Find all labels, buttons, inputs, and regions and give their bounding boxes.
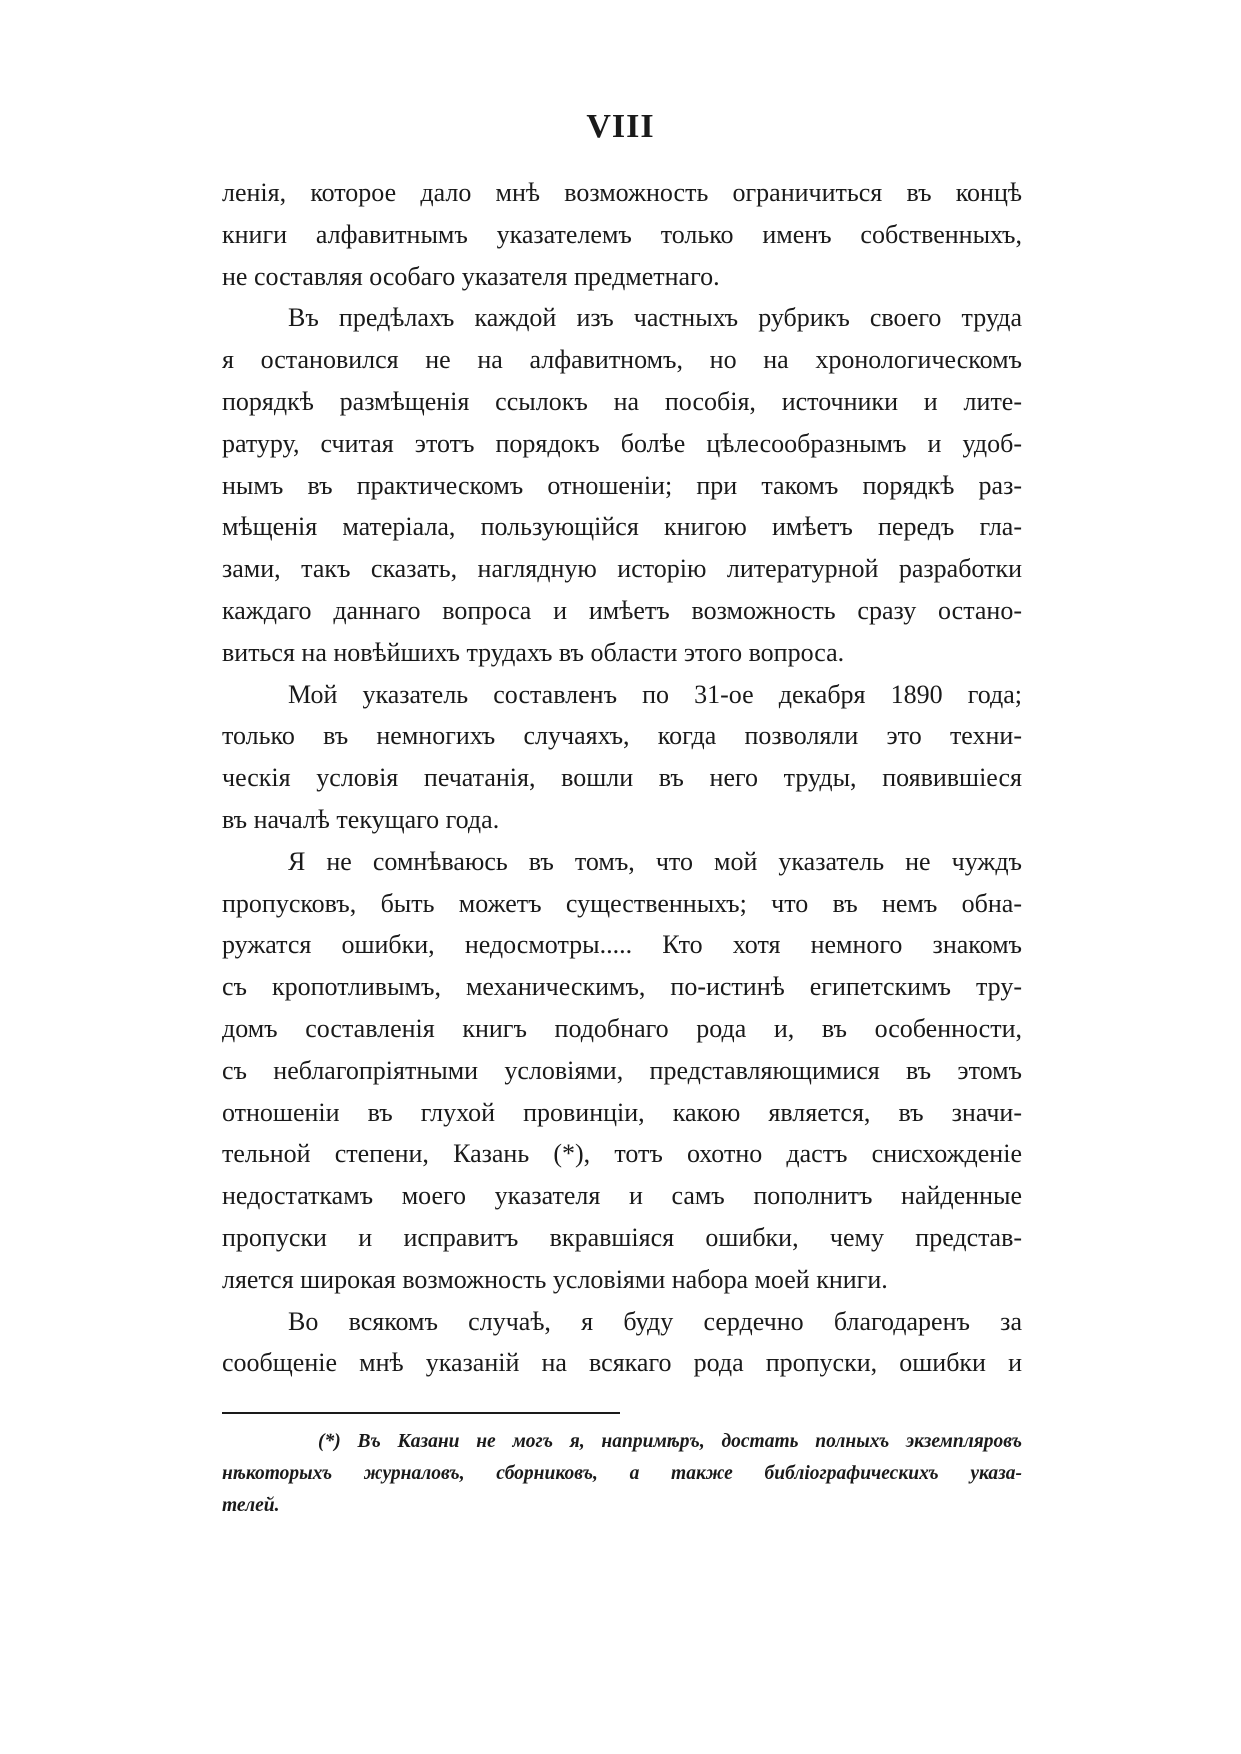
text-line: ружатся ошибки, недосмотры..... Кто хотя немного знакомъ <box>222 930 1022 960</box>
text-line: мѣщенія матеріала, пользующійся книгою имѣетъ передъ гла- <box>222 512 1022 542</box>
page-number: VIII <box>586 108 655 145</box>
text-line: не составляя особаго указателя предметнаго. <box>222 261 720 291</box>
text-line: ленія, которое дало мнѣ возможность ограничиться въ концѣ <box>222 178 1022 207</box>
text-line: недостаткамъ моего указателя и самъ пополнитъ найденные <box>222 1181 1022 1211</box>
text-line: зами, такъ сказать, наглядную исторію литературной разработки <box>222 554 1022 584</box>
text-line: ляется широкая возможность условіями набора моей книги. <box>222 1264 888 1294</box>
text-line: съ неблагопріятными условіями, представляющимися въ этомъ <box>222 1055 1022 1085</box>
text-line: сообщеніе мнѣ указаній на всякаго рода пропуски, ошибки и <box>222 1348 1022 1378</box>
text-line: виться на новѣйшихъ трудахъ въ области этого вопроса. <box>222 637 845 667</box>
text-line: съ кропотливымъ, механическимъ, по-истинѣ египетскимъ тру- <box>222 972 1022 1002</box>
text-line: нымъ въ практическомъ отношеніи; при такомъ порядкѣ раз- <box>222 470 1022 500</box>
footnote-line: (*) Въ Казани не могъ я, напримѣръ, достать полныхъ экземпляровъ <box>318 1431 1022 1452</box>
text-line: порядкѣ размѣщенія ссылокъ на пособія, источники и лите- <box>222 386 1022 416</box>
text-line: ратуру, считая этотъ порядокъ болѣе цѣлесообразнымъ и удоб- <box>222 428 1022 458</box>
paragraph-start-line: Во всякомъ случаѣ, я буду сердечно благодаренъ за <box>288 1306 1022 1336</box>
paragraph-start-line: Мой указатель составленъ по 31-ое декабря 1890 года; <box>288 679 1022 709</box>
text-line: каждаго даннаго вопроса и имѣетъ возможность сразу остано- <box>222 595 1022 625</box>
text-line: тельной степени, Казань (*), тотъ охотно дастъ снисхожденіе <box>222 1139 1022 1169</box>
text-line: я остановился не на алфавитномъ, но на хронологическомъ <box>222 345 1022 375</box>
footnote <box>222 1426 1022 1522</box>
text-line: домъ составленія книгъ подобнаго рода и, въ особенности, <box>222 1013 1022 1043</box>
paragraph-start-line: Я не сомнѣваюсь въ томъ, что мой указатель не чуждъ <box>288 846 1022 876</box>
text-line: въ началѣ текущаго года. <box>222 804 500 834</box>
footnote-divider <box>222 1412 620 1414</box>
text-line: только въ немногихъ случаяхъ, когда позволяли это техни- <box>222 721 1022 751</box>
paragraph-start-line: Въ предѣлахъ каждой изъ частныхъ рубрикъ своего труда <box>288 303 1022 333</box>
text-line: отношеніи въ глухой провинціи, какою является, въ значи- <box>222 1097 1022 1127</box>
text-line: ческія условія печатанія, вошли въ него труды, появившіеся <box>222 763 1022 793</box>
body-text <box>222 172 1022 1384</box>
footnote-line: телей. <box>222 1495 280 1516</box>
text-line: пропусковъ, быть можетъ существенныхъ; что въ немъ обна- <box>222 888 1022 918</box>
footnote-line: нѣкоторыхъ журналовъ, сборниковъ, а также библіографическихъ указа- <box>222 1463 1022 1484</box>
text-line: пропуски и исправитъ вкравшіяся ошибки, чему предстaв- <box>222 1222 1022 1252</box>
text-line: книги алфавитнымъ указателемъ только именъ собственныхъ, <box>222 219 1022 249</box>
